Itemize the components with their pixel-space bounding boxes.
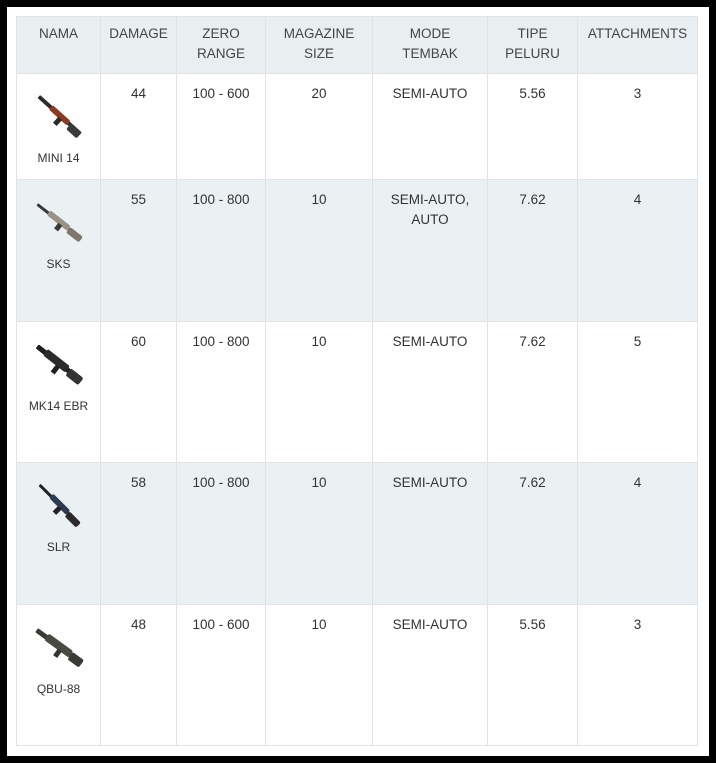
header-row (17, 17, 698, 74)
header-name: NAMA (17, 17, 101, 74)
damage-cell: 55 (101, 180, 177, 322)
ammo-cell: 5.56 (488, 605, 578, 746)
weapon-name-cell (17, 605, 101, 746)
weapon-name: SKS (46, 257, 71, 271)
ammo-cell: 7.62 (488, 463, 578, 605)
mode-cell: SEMI-AUTO (373, 605, 488, 746)
ammo-cell: 5.56 (488, 74, 578, 180)
weapon-name: QBU-88 (36, 682, 81, 696)
header-tipe-peluru: TIPE PELURU (488, 17, 578, 74)
weapon-stats-table (16, 16, 698, 746)
zero-range-cell: 100 - 800 (177, 322, 266, 463)
table-row (17, 463, 698, 605)
weapon-name: MK14 EBR (28, 399, 89, 413)
attachments-cell: 4 (578, 180, 698, 322)
header-zero-range: ZERO RANGE (177, 17, 266, 74)
damage-cell: 58 (101, 463, 177, 605)
table-row (17, 74, 698, 180)
zero-range-cell: 100 - 800 (177, 180, 266, 322)
attachments-cell: 3 (578, 74, 698, 180)
table-row (17, 322, 698, 463)
sks-rifle-icon (29, 190, 89, 254)
magazine-cell: 10 (266, 605, 373, 746)
ammo-cell: 7.62 (488, 180, 578, 322)
mode-cell: SEMI-AUTO (373, 322, 488, 463)
header-attachments: ATTACHMENTS (578, 17, 698, 74)
zero-range-cell: 100 - 600 (177, 605, 266, 746)
mini14-rifle-icon (29, 84, 89, 148)
table-frame (7, 7, 709, 756)
damage-cell: 44 (101, 74, 177, 180)
header-magazine-size: MAGAZINE SIZE (266, 17, 373, 74)
weapon-name: MINI 14 (37, 151, 80, 165)
table-row (17, 605, 698, 746)
attachments-cell: 5 (578, 322, 698, 463)
table-row (17, 180, 698, 322)
mk14-rifle-icon (29, 332, 89, 396)
ammo-cell: 7.62 (488, 322, 578, 463)
qbu88-rifle-icon (29, 615, 89, 679)
weapon-name-cell (17, 180, 101, 322)
attachments-cell: 3 (578, 605, 698, 746)
header-damage: DAMAGE (101, 17, 177, 74)
magazine-cell: 20 (266, 74, 373, 180)
header-mode-tembak: MODE TEMBAK (373, 17, 488, 74)
weapon-name: SLR (46, 540, 71, 554)
magazine-cell: 10 (266, 463, 373, 605)
weapon-name-cell (17, 463, 101, 605)
mode-cell: SEMI-AUTO (373, 74, 488, 180)
magazine-cell: 10 (266, 180, 373, 322)
zero-range-cell: 100 - 800 (177, 463, 266, 605)
damage-cell: 60 (101, 322, 177, 463)
damage-cell: 48 (101, 605, 177, 746)
weapon-name-cell (17, 74, 101, 180)
zero-range-cell: 100 - 600 (177, 74, 266, 180)
attachments-cell: 4 (578, 463, 698, 605)
magazine-cell: 10 (266, 322, 373, 463)
slr-rifle-icon (29, 473, 89, 537)
weapon-name-cell (17, 322, 101, 463)
mode-cell: SEMI-AUTO (373, 463, 488, 605)
mode-cell: SEMI-AUTO, AUTO (373, 180, 488, 322)
